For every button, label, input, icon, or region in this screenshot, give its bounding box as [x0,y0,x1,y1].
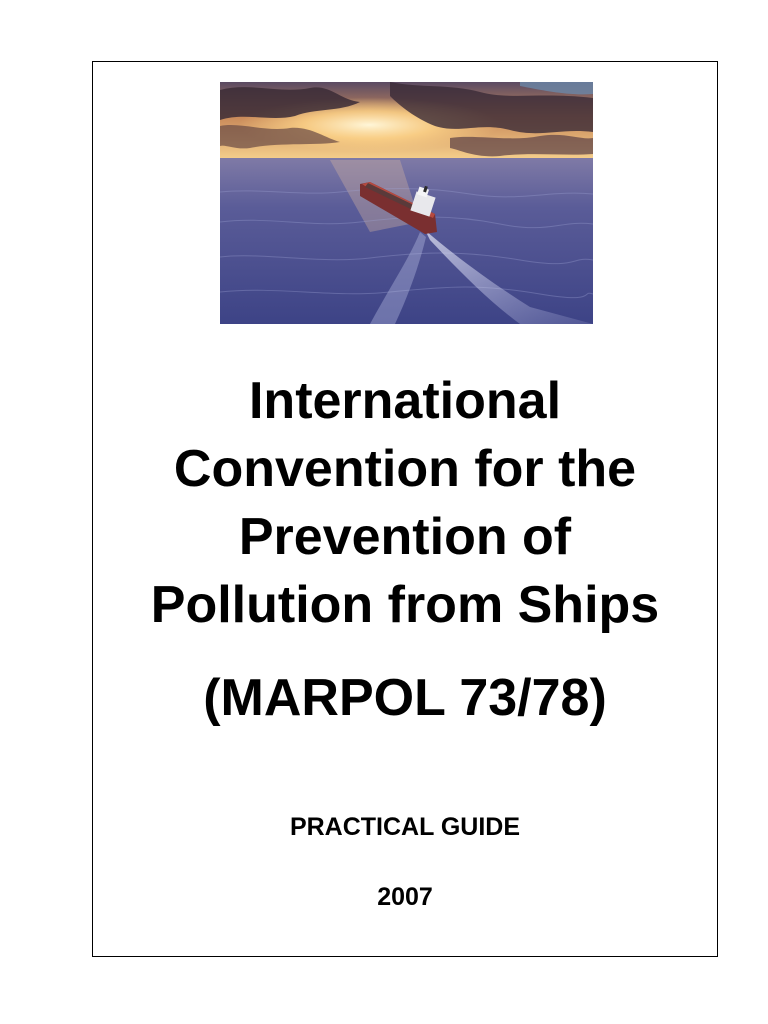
title-line: Prevention of [238,508,572,566]
convention-acronym: (MARPOL 73/78) [203,669,607,727]
title-line: Convention for the [173,440,637,498]
ship-at-sea-photo [220,82,593,324]
document-title [93,367,717,639]
document-subtitle: PRACTICAL GUIDE [289,813,521,841]
cover-page [92,61,718,957]
publication-year: 2007 [377,883,433,911]
title-line: Pollution from Ships [150,576,660,634]
title-line: International [248,372,562,430]
